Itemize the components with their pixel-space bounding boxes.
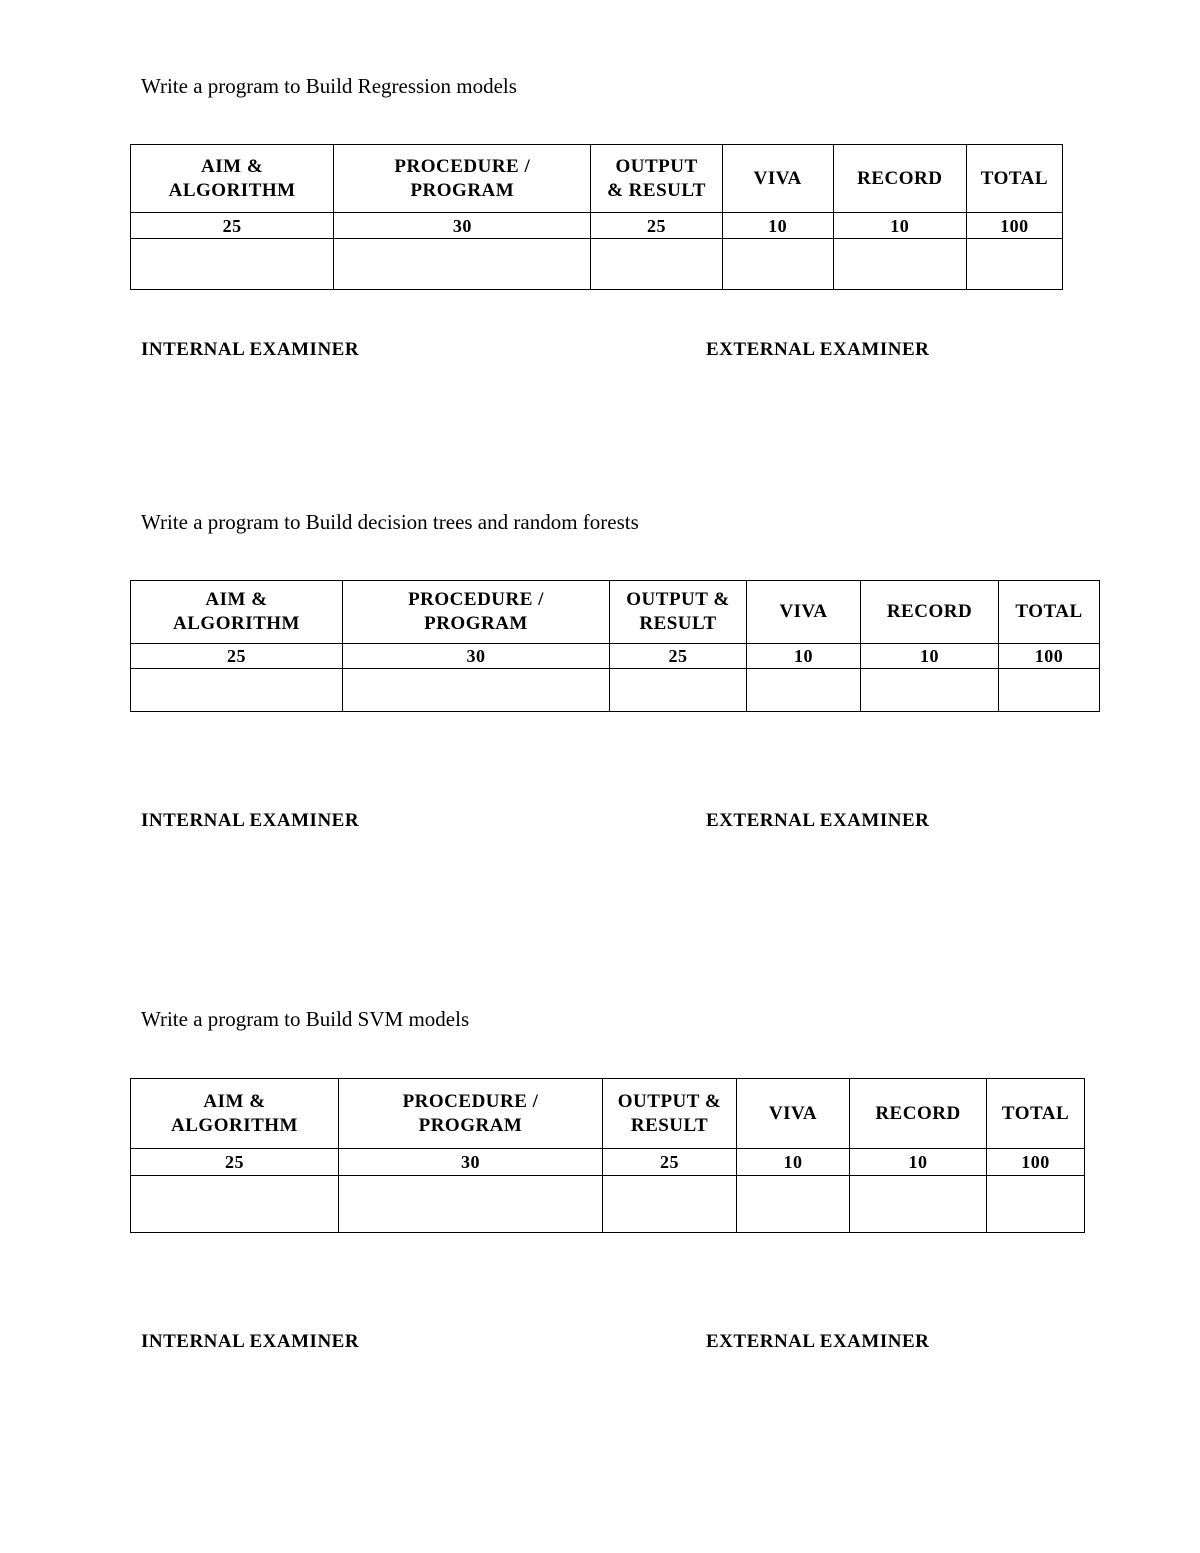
obtained-marks-row[interactable] — [131, 1176, 1085, 1233]
section-title: Write a program to Build decision trees and random forests — [141, 510, 639, 534]
header-row — [131, 581, 1100, 644]
header-procedure-program: PROCEDURE / PROGRAM — [343, 581, 610, 644]
header-total: TOTAL — [999, 581, 1100, 644]
marks-table — [130, 144, 1063, 290]
section-title: Write a program to Build SVM models — [141, 1007, 470, 1031]
header-row — [131, 1079, 1085, 1149]
external-examiner-label: EXTERNAL EXAMINER — [706, 339, 930, 360]
header-viva: VIVA — [737, 1079, 850, 1149]
max-mark-viva: 10 — [737, 1149, 850, 1176]
header-record: RECORD — [850, 1079, 987, 1149]
max-mark-total: 100 — [966, 213, 1062, 239]
external-examiner-label: EXTERNAL EXAMINER — [706, 810, 930, 831]
obtained-aim-cell[interactable] — [131, 239, 334, 290]
external-examiner-label: EXTERNAL EXAMINER — [706, 1331, 930, 1352]
max-mark-output: 25 — [610, 644, 747, 669]
max-mark-procedure: 30 — [339, 1149, 603, 1176]
obtained-aim-cell[interactable] — [131, 669, 343, 712]
marks-table — [130, 1078, 1085, 1233]
header-viva: VIVA — [722, 145, 833, 213]
internal-examiner-label: INTERNAL EXAMINER — [141, 339, 360, 360]
obtained-output-cell[interactable] — [591, 239, 722, 290]
obtained-total-cell[interactable] — [987, 1176, 1085, 1233]
max-marks-row — [131, 644, 1100, 669]
max-mark-procedure: 30 — [334, 213, 591, 239]
max-mark-output: 25 — [591, 213, 722, 239]
obtained-aim-cell[interactable] — [131, 1176, 339, 1233]
max-mark-output: 25 — [603, 1149, 737, 1176]
header-procedure-program: PROCEDURE / PROGRAM — [339, 1079, 603, 1149]
max-mark-record: 10 — [861, 644, 999, 669]
header-total: TOTAL — [987, 1079, 1085, 1149]
header-procedure-program: PROCEDURE / PROGRAM — [334, 145, 591, 213]
header-total: TOTAL — [966, 145, 1062, 213]
header-output-result: OUTPUT & RESULT — [610, 581, 747, 644]
obtained-procedure-cell[interactable] — [339, 1176, 603, 1233]
max-marks-row — [131, 1149, 1085, 1176]
header-output-result: OUTPUT & RESULT — [603, 1079, 737, 1149]
header-record: RECORD — [833, 145, 966, 213]
header-record: RECORD — [861, 581, 999, 644]
obtained-viva-cell[interactable] — [747, 669, 861, 712]
obtained-procedure-cell[interactable] — [334, 239, 591, 290]
obtained-record-cell[interactable] — [850, 1176, 987, 1233]
max-mark-aim: 25 — [131, 1149, 339, 1176]
marks-table — [130, 580, 1100, 712]
max-mark-viva: 10 — [722, 213, 833, 239]
obtained-record-cell[interactable] — [861, 669, 999, 712]
obtained-total-cell[interactable] — [999, 669, 1100, 712]
max-mark-viva: 10 — [747, 644, 861, 669]
header-aim-algorithm: AIM & ALGORITHM — [131, 581, 343, 644]
obtained-viva-cell[interactable] — [722, 239, 833, 290]
max-mark-total: 100 — [999, 644, 1100, 669]
header-aim-algorithm: AIM & ALGORITHM — [131, 1079, 339, 1149]
header-output-result: OUTPUT & RESULT — [591, 145, 722, 213]
section-title: Write a program to Build Regression models — [141, 74, 517, 98]
max-marks-row — [131, 213, 1063, 239]
max-mark-procedure: 30 — [343, 644, 610, 669]
obtained-marks-row[interactable] — [131, 669, 1100, 712]
internal-examiner-label: INTERNAL EXAMINER — [141, 1331, 360, 1352]
internal-examiner-label: INTERNAL EXAMINER — [141, 810, 360, 831]
obtained-total-cell[interactable] — [966, 239, 1062, 290]
header-aim-algorithm: AIM & ALGORITHM — [131, 145, 334, 213]
max-mark-total: 100 — [987, 1149, 1085, 1176]
max-mark-record: 10 — [833, 213, 966, 239]
obtained-viva-cell[interactable] — [737, 1176, 850, 1233]
header-row — [131, 145, 1063, 213]
header-viva: VIVA — [747, 581, 861, 644]
max-mark-record: 10 — [850, 1149, 987, 1176]
max-mark-aim: 25 — [131, 213, 334, 239]
max-mark-aim: 25 — [131, 644, 343, 669]
obtained-marks-row[interactable] — [131, 239, 1063, 290]
obtained-record-cell[interactable] — [833, 239, 966, 290]
obtained-output-cell[interactable] — [610, 669, 747, 712]
obtained-output-cell[interactable] — [603, 1176, 737, 1233]
obtained-procedure-cell[interactable] — [343, 669, 610, 712]
